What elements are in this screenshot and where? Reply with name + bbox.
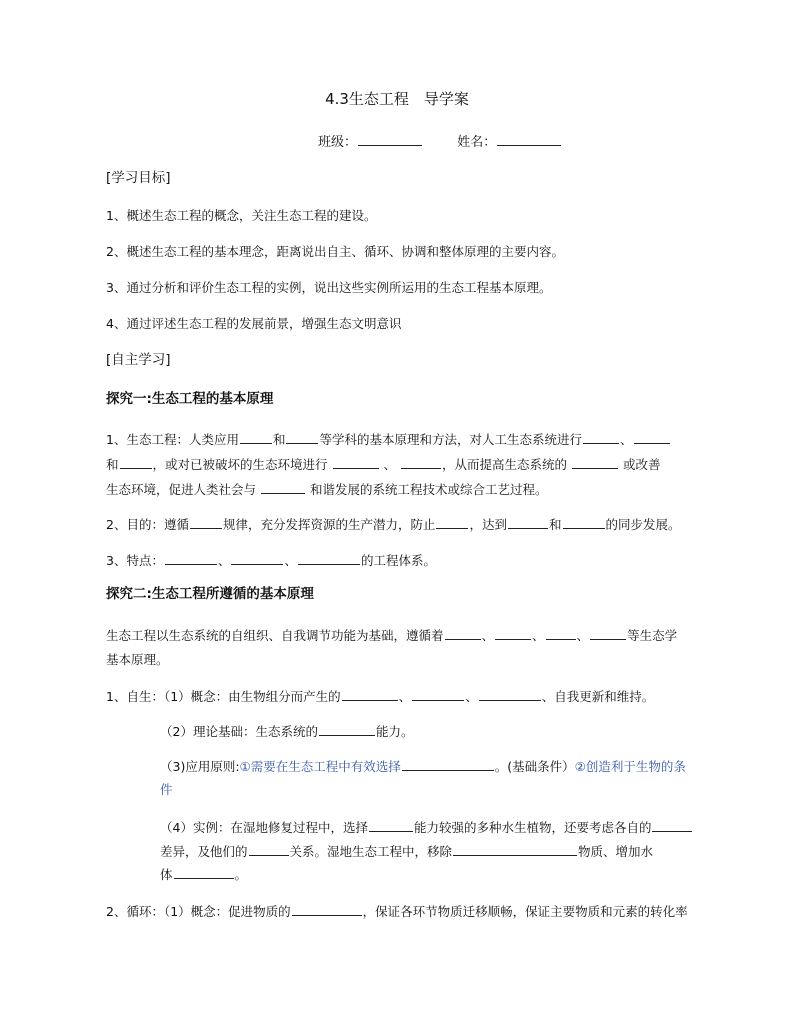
class-label: 班级：: [318, 135, 358, 150]
e1-line1: 1、生态工程：人类应用 和 等学科的基本原理和方法，对人工生态系统进行 、: [106, 431, 696, 448]
fill-blank[interactable]: [563, 516, 605, 529]
fill-blank[interactable]: [572, 456, 618, 469]
e1-line4: 2、目的：遵循 规律，充分发挥资源的生产潜力，防止 ，达到 和 的同步发展。: [106, 517, 681, 532]
fill-blank[interactable]: [402, 758, 494, 771]
fill-blank[interactable]: [342, 688, 398, 701]
fill-blank[interactable]: [249, 843, 289, 856]
fill-blank[interactable]: [369, 819, 413, 832]
goals-heading: [学习目标]: [106, 170, 171, 186]
fill-blank[interactable]: [261, 481, 305, 494]
goal-item: 3、通过分析和评价生态工程的实例，说出这些实例所运用的生态工程基本原理。: [106, 280, 552, 295]
fill-blank[interactable]: [590, 627, 626, 640]
fill-blank[interactable]: [479, 688, 541, 701]
fill-blank[interactable]: [401, 456, 441, 469]
e2-self-example-cont1: 差异，及他们的 关系。湿地生态工程中，移除 物质、增加水: [160, 844, 654, 859]
e2-self-example-cont2: 体 。: [160, 867, 248, 882]
e2-self-principle-cont: 件: [160, 782, 173, 797]
goal-item: 1、概述生态工程的概念，关注生态工程的建设。: [106, 208, 377, 223]
fill-blank[interactable]: [298, 552, 360, 565]
fill-blank[interactable]: [174, 866, 234, 879]
e2-cycle-concept: 2、循环：（1）概念：促进物质的 ，保证各环节物质迁移顺畅，保证主要物质和元素的转化率: [106, 904, 688, 919]
e1-line3: 生态环境，促进人类社会与 和谐发展的系统工程技术或综合工艺过程。: [106, 482, 548, 497]
goal-item: 2、概述生态工程的基本理念，距离说出自主、循环、协调和整体原理的主要内容。: [106, 244, 564, 259]
fill-blank[interactable]: [652, 819, 692, 832]
class-name-line: [318, 131, 562, 150]
fill-blank[interactable]: [412, 688, 464, 701]
fill-blank[interactable]: [634, 431, 670, 444]
fill-blank[interactable]: [333, 456, 379, 469]
explore1-heading: 探究一:生态工程的基本原理: [106, 391, 274, 407]
fill-blank[interactable]: [319, 723, 375, 736]
e2-self-concept: 1、自生：（1）概念：由生物组分而产生的 、 、 、自我更新和维持。: [106, 689, 655, 704]
fill-blank[interactable]: [292, 903, 362, 916]
fill-blank[interactable]: [165, 552, 217, 565]
fill-blank[interactable]: [445, 627, 481, 640]
e1-line5: 3、特点： 、 、 的工程体系。: [106, 553, 436, 568]
fill-blank[interactable]: [286, 431, 318, 444]
self-study-heading: [自主学习]: [106, 352, 171, 368]
fill-blank[interactable]: [495, 627, 531, 640]
goal-item: 4、通过评述生态工程的发展前景，增强生态文明意识: [106, 316, 402, 331]
e2-self-theory: （2）理论基础：生态系统的 能力。: [160, 724, 414, 739]
e2-para-line1: 生态工程以生态系统的自组织、自我调节功能为基础，遵循着 、 、 、 等生态学: [106, 628, 678, 643]
e2-para-line2: 基本原理。: [106, 652, 169, 667]
fill-blank[interactable]: [436, 516, 468, 529]
fill-blank[interactable]: [231, 552, 283, 565]
fill-blank[interactable]: [190, 516, 222, 529]
fill-blank[interactable]: [240, 431, 272, 444]
page-title: 4.3生态工程 导学案: [325, 90, 469, 108]
e1-line2: 和 ，或对已被破坏的生态环境进行 、 ，从而提高生态系统的 或改善: [106, 457, 661, 472]
fill-blank[interactable]: [453, 843, 577, 856]
explore2-heading: 探究二:生态工程所遵循的基本原理: [106, 586, 314, 602]
class-blank[interactable]: [358, 133, 422, 146]
fill-blank[interactable]: [508, 516, 548, 529]
e2-self-example: （4）实例：在湿地修复过程中，选择 能力较强的多种水生植物，还要考虑各自的: [160, 819, 750, 836]
e2-self-principle: （3)应用原则:①需要在生态工程中有效选择 。(基础条件）②创造利于生物的条: [160, 759, 686, 774]
name-label: 姓名：: [457, 135, 497, 150]
fill-blank[interactable]: [583, 431, 619, 444]
fill-blank[interactable]: [546, 627, 576, 640]
fill-blank[interactable]: [120, 456, 152, 469]
name-blank[interactable]: [497, 133, 561, 146]
